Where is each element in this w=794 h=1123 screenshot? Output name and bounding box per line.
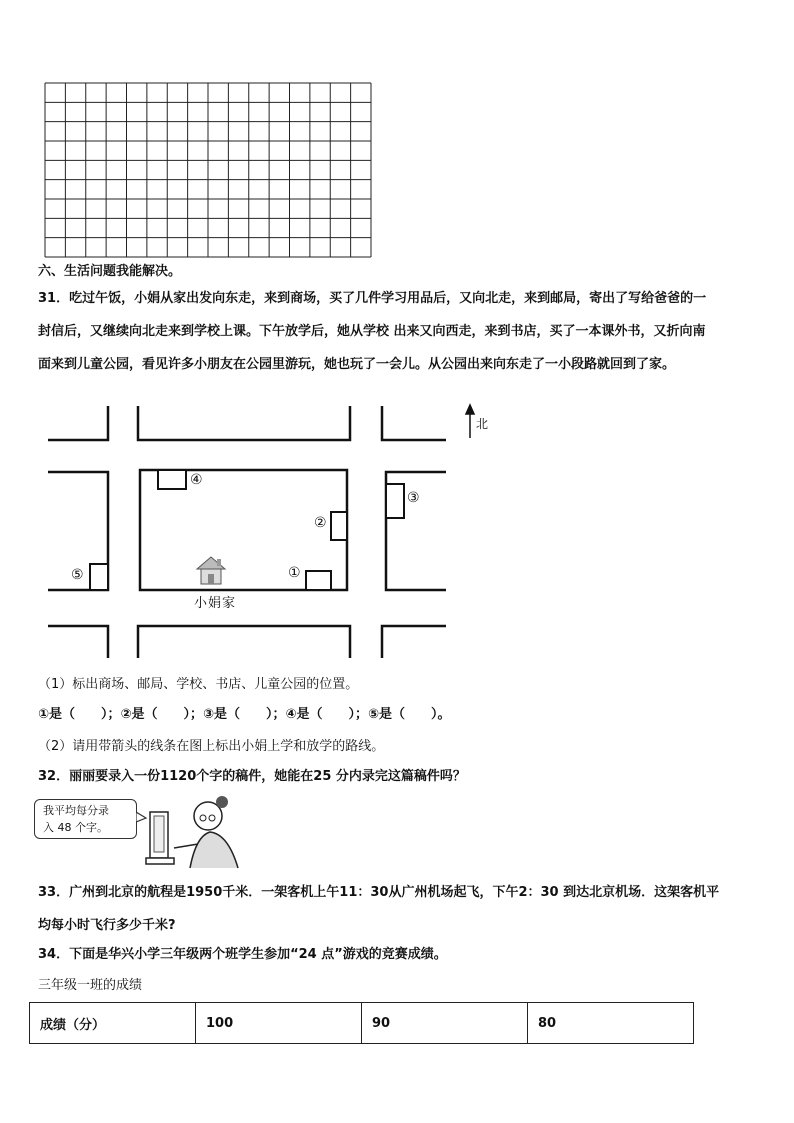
q31-line-3: 面来到儿童公园，看见许多小朋友在公园里游玩，她也玩了一会儿。从公园出来向东走了一小段路就回到了家。 [38,357,676,372]
bubble-line-1: 我平均每分录 [43,804,109,817]
table-cell-90: 90 [362,1003,528,1044]
marker-label-3: ③ [407,490,420,506]
marker-box-1 [306,571,331,590]
q33-line-1: 33．广州到北京的航程是1950千米．一架客机上午11：30从广州机场起飞，下午2：30 到达北京机场．这架客机平 [38,885,720,900]
marker-box-2 [331,512,347,540]
table-caption: 三年级一班的成绩 [38,978,143,993]
q31-line-2: 封信后，又继续向北走来到学校上课。下午放学后，她从学校 出来又向西走，来到书店，买了一本课外书，又折向南 [38,324,706,339]
north-label: 北 [476,417,489,431]
home-label: 小娟家 [194,596,237,611]
house-icon [197,557,225,584]
question-31 [38,282,760,381]
speech-bubble [34,799,137,839]
north-arrow-icon [466,405,474,438]
bubble-line-2: 入 48 个字。 [43,821,108,834]
marker-box-5 [90,564,108,590]
section-title: 六、生活问题我能解决。 [38,264,182,279]
question-32: 32．丽丽要录入一份1120个字的稿件，她能在25 分内录完这篇稿件吗？ [38,769,466,784]
q31-sub2: （2）请用带箭头的线条在图上标出小娟上学和放学的路线。 [38,739,385,754]
q31-line-1: 31．吃过午饭，小娟从家出发向东走，来到商场，买了几件学习用品后，又向北走，来到邮局，寄出了写给爸爸的一 [38,291,707,306]
q31-sub1: （1）标出商场、邮局、学校、书店、儿童公园的位置。 [38,677,359,692]
girl-computer-illustration [144,794,240,872]
table-cell-80: 80 [528,1003,694,1044]
marker-label-1: ① [288,565,301,581]
question-34: 34．下面是华兴小学三年级两个班学生参加“24 点”游戏的竞赛成绩。 [38,947,447,962]
marker-box-3 [386,484,404,518]
table-cell-100: 100 [196,1003,362,1044]
question-33 [38,876,760,942]
q31-answer-line: ①是（ ）；②是（ ）；③是（ ）；④是（ ）；⑤是（ ）。 [38,707,451,722]
marker-label-4: ④ [190,472,203,488]
answer-grid [44,82,372,258]
table-cell-header: 成绩（分） [30,1003,196,1044]
marker-label-5: ⑤ [71,567,84,583]
table-row [30,1003,694,1044]
score-table [29,1002,694,1044]
marker-label-2: ② [314,515,327,531]
q33-line-2: 均每小时飞行多少千米? [38,918,176,933]
marker-box-4 [158,470,186,489]
street-map [40,400,500,660]
